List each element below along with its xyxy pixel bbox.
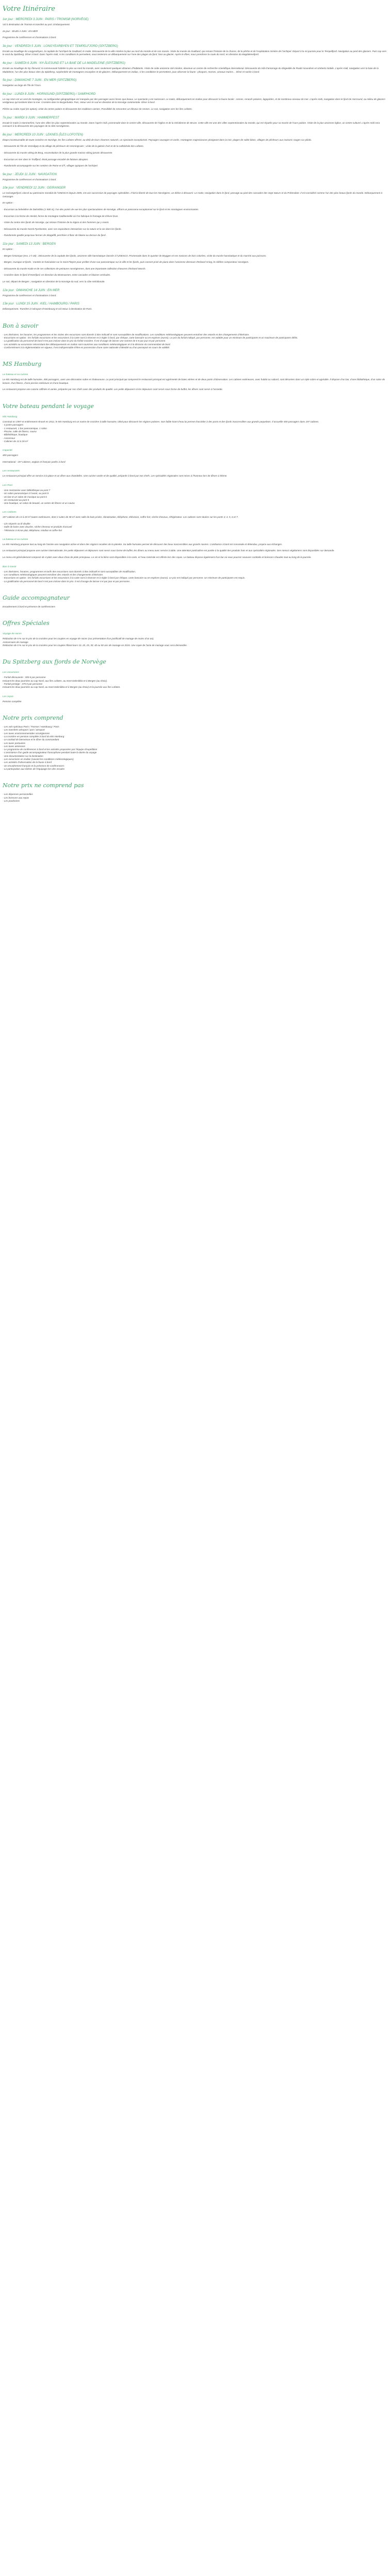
- day-text: Pêche au crabe royal (en option), visite du centre polaire et découverte des traditions samies. Possibilité de rencontrer un éleveur de rennes. Le soir, navigation vers les îles Lofoten.: [3, 107, 192, 110]
- capacity-value: 400 passagers: [3, 454, 19, 457]
- bon-a-savoir-heading: Bon à savoir: [3, 322, 39, 329]
- list-item: - Le cocktail de bienvenue et le dîner du commandant: [3, 738, 59, 741]
- list-item: - Le programme de conférences à bord et les activités proposées par l’équipe d’expédition: [3, 748, 97, 751]
- list-item: Construit en 1997 et entièrement rénové en 2012, le MS Hamburg est un navire de croisière à taille humaine, idéal pour découvrir les régions polaires. Son faible tirant d’eau lui permet d’accéder à des ports et des fjords inaccessibles aux grands paquebots. Il accueille 400 passagers dans 197 cabines.: [3, 420, 319, 423]
- day-text: - Bergen historique (env. 2 h 30) : Découverte de la capitale des fjords, ancienne ville hanséatique classée à l’UNESCO. Promenade dans le quartier de Bryggen et ses maisons de bois colorées, visite du musée hanséatique et du marché aux poissons.: [3, 254, 267, 257]
- excursions-label: Les excursions: [3, 671, 19, 674]
- list-item: - Télévision à écran plat, téléphone, minibar et coffre-fort: [3, 529, 62, 532]
- paragraph: Le MS Hamburg propose tout au long de l’année une navigation active et dans des régions reculées de la planète. Sa taille humaine permet de découvrir des lieux inaccessibles aux grands navires. L’ambiance à bord est conviviale et détendue, propice aux échanges.: [3, 543, 283, 546]
- repas-text: Pension complète: [3, 700, 22, 703]
- list-item: - Excursions en option : les forfaits excursions et les excursions à la carte sont à réserver et à régler à bord par chèque, carte bancaire ou en espèces (euros). Le prix est indiqué par personne. Un minimum de participants est requis.: [3, 577, 246, 580]
- day-text: Programme de conférences et d’animations à bord.: [3, 294, 57, 297]
- day-text: - Découverte du musée Kode et de ses collections de peintures norvégiennes, dont une importante collection d’œuvres d’Edvard Munch.: [3, 267, 146, 270]
- day-heading: 8e jour : MERCREDI 10 JUIN : LEKNES (ÎLES LOFOTEN): [3, 133, 84, 137]
- day-heading: 9e jour : JEUDI 11 JUIN : NAVIGATION: [3, 173, 57, 176]
- day-text: Escale le matin à Hammerfest, l’une des villes les plus septentrionales au monde. Dans l’après-midi, promenade dans le centre-ville, découverte de l’église et de la méridienne de Struve. Cette ville est une des villes septentrionales du monde, qui est réputée pour sa musée de l’ours polaire. Visite de la plus ancienne église, un centre culturel. L’après-midi sera consacré à la découverte des paysages de la côte norvégienne.: [3, 121, 380, 128]
- cabins-label: Les Cabines: [3, 511, 17, 514]
- day-text: Le Geirangerfjord, classé au patrimoine mondial de l’UNESCO depuis 2005, est une succession de paysages splendides. Il fait la liberté de tous les Norvégiens, un délice à découvrir. Le matin, navigation dans le fjord, passage au pied des cascades des Sept Sœurs et du Prétendant. Il est considéré comme l’un des plus beaux fjords du monde. Débarquement à Geiranger.: [3, 192, 383, 198]
- list-item: - Ascenseur: [3, 436, 15, 439]
- paragraph: Le restaurant propose une cuisine raffinée et variée, préparée par nos chefs avec des produits de qualité. Les petits déjeuners et les déjeuners sont servis sous forme de buffet, les dîners sont servis à l’assiette.: [3, 388, 223, 391]
- day-text: - Randonnée guidée jusqu’aux fermes de Skageflå, perchées à flanc de falaise au-dessus du fjord.: [3, 234, 106, 237]
- day-text: - Visite du centre des fjords de Norvège, qui retrace l’histoire de la région et des hommes qui y vivent.: [3, 221, 109, 224]
- cabins-text: 197 cabines de 13 à 28 m² toutes extérieures, dont 2 suites de 38 m² avec salle de bain privée, climatisation, téléphone, télévision, coffre-fort, sèche-cheveux, réfrigérateur. Les cabines sont situées sur les ponts 3, 4, 5, 6 et 7.: [3, 516, 238, 519]
- list-item: - Forfait découverte : 300 € par personne: [3, 676, 46, 679]
- list-item: - Excursions en option : les forfaits excursions et les excursions à la carte sont à réserver et à régler à bord, par chèque, carte bancaire ou en espèces (euros). Le prix du forfait indiqué, par personne, est valable pour un minimum de participants et un maximum de participants défini.: [3, 336, 298, 340]
- decks-label: Les Pont: [3, 484, 12, 487]
- day-text: - Excursion à la ferme de Herdal, ferme de montagne traditionnelle où l’on fabrique le fromage de chèvre brun.: [3, 214, 119, 217]
- day-text: Programme de conférences et d’animations à bord.: [3, 36, 57, 39]
- list-item: - Un salon panoramique à l’avant, au pont 8: [3, 492, 49, 495]
- list-item: - Un encadrement français et la présence de conférenciers: [3, 764, 64, 767]
- decks-list: [0, 489, 391, 505]
- list-item: - Salle de bains avec douche, sèche-cheveux et produits d’accueil: [3, 526, 72, 529]
- guide-text: Encadrement à bord et présence de conférenciers: [3, 605, 56, 608]
- list-item: - L’assistance d’un guide accompagnateur francophone pendant toute la durée du voyage: [3, 751, 97, 754]
- restaurants-label: Les restaurants: [3, 470, 20, 473]
- list-item: - Conformément à la réglementation en vigueur, il est indispensable d’être en possession d’une carte nationale d’identité ou d’un passeport en cours de validité.: [3, 346, 170, 349]
- list-item: - Une boutique, un salon de beauté, un centre de fitness et un sauna: [3, 502, 75, 505]
- list-item: Réduction de 5 % sur le prix de la croisière pour les couples en voyage de noces (sur présentation d’un justificatif de mariage de moins d’un an).: [3, 637, 154, 640]
- day-heading: 13e jour : LUNDI 15 JUIN : KIEL / HAMBOURG / PARIS: [3, 302, 79, 306]
- list-item: - Les pourboires: [3, 799, 20, 802]
- list-item: - Les activités ou excursions nécessitant des débarquements en zodiac sont soumises aux conditions météorologiques et à la décision du commandant de bord.: [3, 343, 171, 346]
- day-text: Escale au mouillage de Longyearbyen, la capitale de l’archipel du Svalbard, le matin. Découverte de la ville minière la plus au nord du monde et de son musée. Visite du musée du Svalbard, qui retrace l’histoire de la chasse, de la pêche et de l’exploitation minière de l’archipel. Départ à la mi-journée pour le Tempelfjord. Navigation au pied des glaciers. Puis cap vers le nord du Spitzberg. Dîner à bord. Dans l’après-midi, si les conditions le permettent, nous tenterons un débarquement sur l’une des plages du fjord, face au glacier. Après le dîner, nous prendrons la route du nord, en direction du Magdalenefjord.: [3, 49, 387, 56]
- day-text: En option :: [3, 201, 14, 205]
- day-heading: 11e jour : SAMEDI 13 JUIN : BERGEN: [3, 243, 56, 246]
- cabins-heading: Votre bateau pendant le voyage: [3, 403, 94, 410]
- list-item: - Les vols spéciaux Paris / Tromsø / Hambourg / Paris: [3, 725, 59, 728]
- day-text: Le soir, départ de Bergen ; navigation en direction de la Norvège du sud, vers la côte méridionale.: [3, 280, 105, 283]
- international-label: International : 197 cabines, anglais et français parlés à bord: [3, 460, 66, 463]
- list-item: - Lits séparés ou lit double: [3, 522, 30, 525]
- offres-list: [0, 637, 391, 647]
- list-item: - Les activités d’observation de la faune à bord: [3, 761, 52, 764]
- croisiere-heading: La bateau et sa cuisine: [3, 538, 28, 541]
- list-item: - Forfait prestige : 375 € par personne: [3, 682, 43, 685]
- list-item: - La gratification du personnel de bord n’est pas incluse dans le prix. Il est d’usage de laisser 6 € par jour et par personne.: [3, 580, 131, 583]
- restaurants-text: Le restaurant principal offre un service à la place et un dîner aux chandelles. Une cuisine variée et de qualité, préparée à bord par nos chefs. Les spécialités régionales sont mises à l’honneur lors de dîners à thème.: [3, 474, 227, 478]
- day-heading: 4e jour : SAMEDI 6 JUIN : NY-ÅLESUND ET LA BAIE DE LA MADELEINE (SPITZBERG): [3, 61, 125, 65]
- day-text: - Croisière dans le fjord d’Osterfjord, en direction du Mostraumen, entre cascades et falaises verticales.: [3, 274, 111, 277]
- offres-label: Voyage de noces: [3, 633, 22, 636]
- day-text: - Découverte du musée Norsk Fjordsenter, avec ses expositions interactives sur la nature et la vie dans les fjords.: [3, 227, 122, 230]
- day-heading: 6e jour : LUNDI 8 JUIN : HORNSUND (SPITZBERG) / SAMPHORD: [3, 92, 96, 96]
- repas-label: Les repas: [3, 695, 14, 698]
- list-item: - La gratification du personnel de bord n’est pas incluse dans le prix du forfait croisière. Il est d’usage de laisser une somme de 6 € par jour et par personne.: [3, 340, 166, 343]
- list-item: - Les boissons aux repas: [3, 796, 29, 799]
- day-text: - Randonnée accompagnée sur les sentiers de Reine et d’Å, villages typiques de l’archipel.: [3, 164, 98, 167]
- day-heading: 1er jour : MERCREDI 3 JUIN : PARIS / TROMSØ (NORVÈGE): [3, 18, 89, 21]
- offres-heading: Offres Spéciales: [3, 620, 50, 627]
- day-text: En option :: [3, 248, 14, 251]
- day-text: - Excursion en mer dans le Trollfjord, étroit passage encadré de falaises abruptes.: [3, 158, 89, 161]
- list-item: - Piscine, salle de fitness, sauna: [3, 430, 37, 433]
- paragraph: Le menu est généralement composé de 4 plats avec deux choix de plats principaux. Le vin et la bière sont disponibles à la carte, et l’eau minérale est offerte lors des repas. Le bateau dispose également d’un bar où vous pourrez savourer cocktails et boissons chaudes tout au long de la journée.: [3, 556, 312, 559]
- list-item: - Une mezzanine avec bibliothèque au pont 7: [3, 488, 51, 492]
- list-item: Incluant les deux journées au cap Nord, au mont Dalsnibba et à Bergen (au choix) et la journée aux îles Lofoten.: [3, 686, 121, 689]
- cabins-list: [0, 522, 391, 532]
- capacity-label: Capacité: [3, 449, 12, 452]
- list-item: Anniversaire de mariage: [3, 640, 28, 643]
- prix-comprend-heading: Notre prix comprend: [3, 715, 63, 722]
- excursions-list: [0, 676, 391, 689]
- croisiere-text: [0, 543, 391, 560]
- ship-description: [0, 420, 391, 443]
- list-item: - Les dépenses personnelles: [3, 793, 33, 796]
- cabins-subheading: MS Hamburg: [3, 416, 18, 419]
- itinerary: [0, 18, 391, 311]
- list-item: - La croisière en pension complète à bord du MS Hamburg: [3, 735, 64, 738]
- day-heading: 7e jour : MARDI 9 JUIN : HAMMERFEST: [3, 116, 59, 120]
- day-text: Vol à destination de Tromsø et transfert au port. Embarquement.: [3, 23, 70, 26]
- day-text: - Bergen, musique et fjords : montée en funiculaire sur le mont Fløyen pour profiter d’une vue panoramique sur la ville et les fjords, puis concert privé de piano dans l’ancienne demeure d’Edvard Grieg, le célèbre compositeur norvégien.: [3, 261, 249, 264]
- list-item: - Un bar et un salon de musique au pont 6: [3, 495, 47, 498]
- list-item: - La participation aux tâches de l’équipage lors des escales: [3, 767, 65, 770]
- list-item: - Bibliothèque, boutique: [3, 433, 28, 436]
- list-item: - Cabines de 13 à 28 m²: [3, 439, 28, 443]
- list-item: - Les taxes portuaires: [3, 741, 26, 744]
- guide-heading: Guide accompagnateur: [3, 594, 70, 601]
- list-item: - Une documentation sur la destination: [3, 754, 43, 757]
- list-item: Réduction de 5 % sur le prix de la croisière pour les couples fêtant leurs 10, 20, 25, 30, 40 ou 50 ans de mariage en 2015. Une copie de l’acte de mariage vous sera demandée.: [3, 644, 188, 647]
- list-item: - 1 restaurant, 1 bar panoramique, 1 salon: [3, 427, 47, 430]
- list-item: - Les transferts aéroport / port / aéroport: [3, 728, 45, 732]
- day-text: Débarquement. Transfert à l’aéroport d’Hambourg et vol retour à destination de Paris.: [3, 308, 92, 311]
- paragraph: Le MS Hamburg est de taille humaine, 400 passagers, avec une décoration sobre et chaleureuse. Le pont principal qui comprend le restaurant principal est agrémenté de baies vitrées et de deux ponts d’observation. Les cabines extérieures, avec hublot ou sabord, sont décorées dans un style sobre et agréable. Il dispose d’un bar, d’une bibliothèque, d’un salon de lecture, d’un fitness, d’une piscine extérieure et d’une boutique.: [3, 378, 385, 384]
- page-title: Votre Itinéraire: [3, 5, 55, 13]
- prix-ne-comprend-heading: Notre prix ne comprend pas: [3, 782, 84, 789]
- day-text: Navigation au large de l’île de l’Ours.: [3, 84, 42, 87]
- list-item: - Les itinéraires, les horaires, les programmes et les visites des excursions sont donnés à titre indicatif et sont susceptibles de modifications. Les conditions météorologiques peuvent entraîner des retards et des changements d’itinéraire.: [3, 333, 250, 336]
- ms-hamburg-heading: MS Hamburg: [3, 361, 42, 368]
- paragraph: Le restaurant principal propose une cuisine internationale, les petits déjeuners et déjeuners sont servis sous forme de buffet, les dîners au menu avec service à table. Une attention particulière est portée à la qualité des produits frais et aux spécialités régionales. Des menus végétariens sont disponibles sur demande.: [3, 549, 335, 552]
- bon-a-savoir-2-list: [0, 570, 391, 583]
- bon-a-savoir-list: [0, 333, 391, 349]
- day-text: Le cap Horn est un vent de montagne, sa configuration géographique est marquée par des passages aussi lisses que beaux. Le spectacle y est saisissant. Le matin, débarquement en zodiac pour découvrir la faune locale : rennes, renards polaires, lagopèdes, et de nombreux oiseaux de mer. L’après-midi, navigation dans le fjord de Hornsund, au milieu de glaciers vertigineux qui tombent dans la mer. Croisière dans le Burgerbukta. Puis, retour vers le sud en direction de la Norvège continentale. Dîner à bord.: [3, 97, 385, 104]
- list-item: Incluant les deux journées au cap Nord, aux îles Lofoten, au mont Dalsnibba et à Bergen (au choix).: [3, 679, 108, 682]
- bon-a-savoir-2-heading: Bon à savoir: [3, 565, 17, 568]
- list-item: - Les taxes aériennes: [3, 744, 25, 748]
- page: [0, 0, 391, 821]
- day-heading: 3e jour : VENDREDI 5 JUIN : LONGYEARBYEN ET TEMPELFJORD (SPITZBERG): [3, 44, 118, 48]
- prix-ne-comprend-list: [0, 793, 391, 803]
- day-heading: 5e jour : DIMANCHE 7 JUIN : EN MER (SPITZBERG): [3, 79, 77, 82]
- list-item: - Les excursions en zodiac (suivant les conditions météorologiques): [3, 758, 74, 761]
- day-text: - Excursion au belvédère de Dalsnibba (1 500 m), l’un des points de vue les plus spectaculaires de Norvège, offrant un panorama exceptionnel sur le fjord et les montagnes environnantes.: [3, 208, 199, 211]
- prix-comprend-list: [0, 725, 391, 771]
- ms-hamburg-subheading: Le bateau et sa cuisine: [3, 374, 28, 377]
- day-text: Escale au mouillage de Ny-Ålesund, la communauté habitée la plus au nord du monde, avec seulement quelques dizaines d’habitants. Visite de cette ancienne cité minière, devenue un centre de recherche scientifique international. Découverte du mât d’amarrage du dirigeable de Roald Amundsen et Umberto Nobile. L’après-midi, navigation vers la baie de la Madeleine, l’un des plus beaux sites du Spitzberg, surplombée de montagnes escarpées et de glaciers. Débarquement en zodiac, si les conditions le permettent, pour observer la faune : phoques, morses, oiseaux marins… Dîner et soirée à bord.: [3, 66, 379, 73]
- day-heading: 10e jour : VENDREDI 12 JUIN : GEIRANGER: [3, 187, 66, 190]
- ms-hamburg-text: [0, 378, 391, 392]
- day-text: Étape incontournable de toute croisière en Norvège, les îles Lofoten offrent, au-delà de leurs charmes naturels, un spectacle exceptionnel. Paysages sauvages et variés, montagnes majestueuses plongeant dans la mer, plages de sable blanc, villages de pêcheurs aux maisons rouges sur pilotis.: [3, 138, 312, 141]
- list-item: - Les itinéraires, horaires, programmes et tarifs des excursions sont donnés à titre indicatif et sont susceptibles de modification.: [3, 570, 136, 573]
- day-text: - Découverte de l’île de Vestvågøy et du village de pêcheurs de Henningsvær ; visite de la galerie d’art et de la cathédrale des Lofoten.: [3, 145, 144, 148]
- list-item: - Les conditions météorologiques peuvent entraîner des retards et des changements d’itinéraire.: [3, 573, 104, 576]
- day-text: - Découverte du musée viking de Borg, reconstitution de la plus grande maison viking jamais découverte.: [3, 151, 113, 154]
- list-item: - 4 ponts passagers: [3, 423, 24, 427]
- day-heading: 12e jour : DIMANCHE 14 JUIN : EN MER: [3, 289, 60, 292]
- day-text: 2e jour : JEUDI 4 JUIN : EN MER: [3, 29, 38, 32]
- list-item: - Un restaurant au pont 5: [3, 498, 29, 501]
- spitzberg-heading: Du Spitzberg aux fjords de Norvège: [3, 658, 106, 666]
- day-text: Programme de conférences et d’animations à bord.: [3, 178, 57, 181]
- list-item: - Les taxes environnementales norvégiennes: [3, 732, 50, 735]
